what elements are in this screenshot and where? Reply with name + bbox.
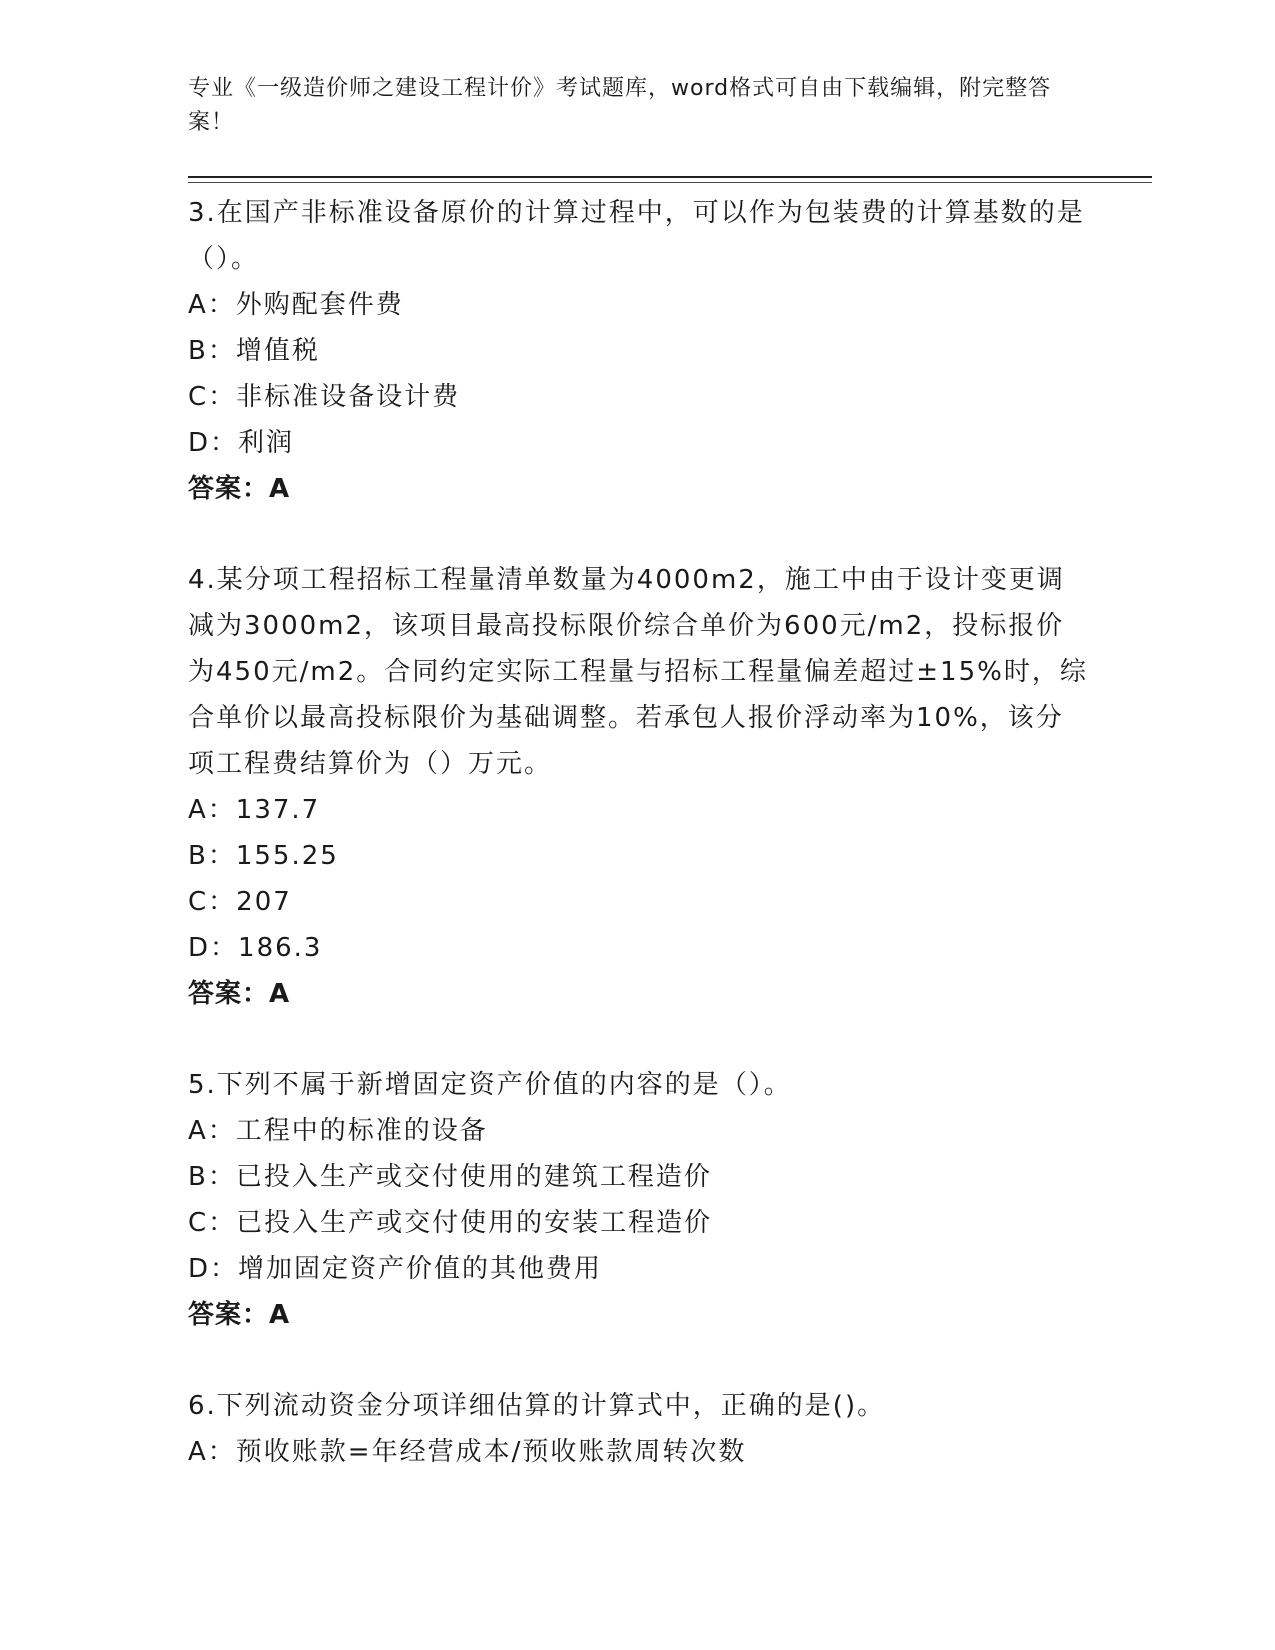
answer-line: 答案：A [188, 474, 291, 504]
question-4 [188, 557, 1088, 1017]
question-text: 5.下列不属于新增固定资产价值的内容的是（）。 [188, 1070, 792, 1100]
option-b: B：已投入生产或交付使用的建筑工程造价 [188, 1162, 712, 1192]
question-5 [188, 1062, 1088, 1338]
option-c: C：非标准设备设计费 [188, 382, 461, 412]
option-b: B：155.25 [188, 841, 339, 871]
option-a: A：工程中的标准的设备 [188, 1116, 488, 1146]
question-text: 3.在国产非标准设备原价的计算过程中，可以作为包装费的计算基数的是（）。 [188, 198, 1085, 274]
header-divider-thin [188, 182, 1152, 183]
option-d: D：186.3 [188, 933, 323, 963]
question-text: 4.某分项工程招标工程量清单数量为4000m2，施工中由于设计变更调减为3000m2，该项目最高投标限价综合单价为600元/m2，投标报价为450元/m2。合同约定实际工程量与招标工程量偏差超过±15%时，综合单价以最高投标限价为基础调整。若承包人报价浮动率为10%，该分项工程费结算价为（）万元。 [188, 565, 1088, 779]
option-d: D：增加固定资产价值的其他费用 [188, 1254, 603, 1284]
option-b: B：增值税 [188, 336, 320, 366]
question-list [188, 190, 1088, 1520]
option-d: D：利润 [188, 428, 295, 458]
answer-line: 答案：A [188, 1300, 291, 1330]
option-c: C：207 [188, 887, 292, 917]
document-header: 专业《一级造价师之建设工程计价》考试题库，word格式可自由下载编辑，附完整答案！ [188, 76, 1052, 135]
question-text: 6.下列流动资金分项详细估算的计算式中，正确的是()。 [188, 1391, 886, 1421]
question-3 [188, 190, 1088, 512]
question-6 [188, 1383, 1088, 1475]
option-a: A：外购配套件费 [188, 290, 404, 320]
header-divider-thick [188, 176, 1152, 178]
option-a: A：预收账款=年经营成本/预收账款周转次数 [188, 1437, 747, 1467]
option-a: A：137.7 [188, 795, 321, 825]
answer-line: 答案：A [188, 979, 291, 1009]
option-c: C：已投入生产或交付使用的安装工程造价 [188, 1208, 713, 1238]
